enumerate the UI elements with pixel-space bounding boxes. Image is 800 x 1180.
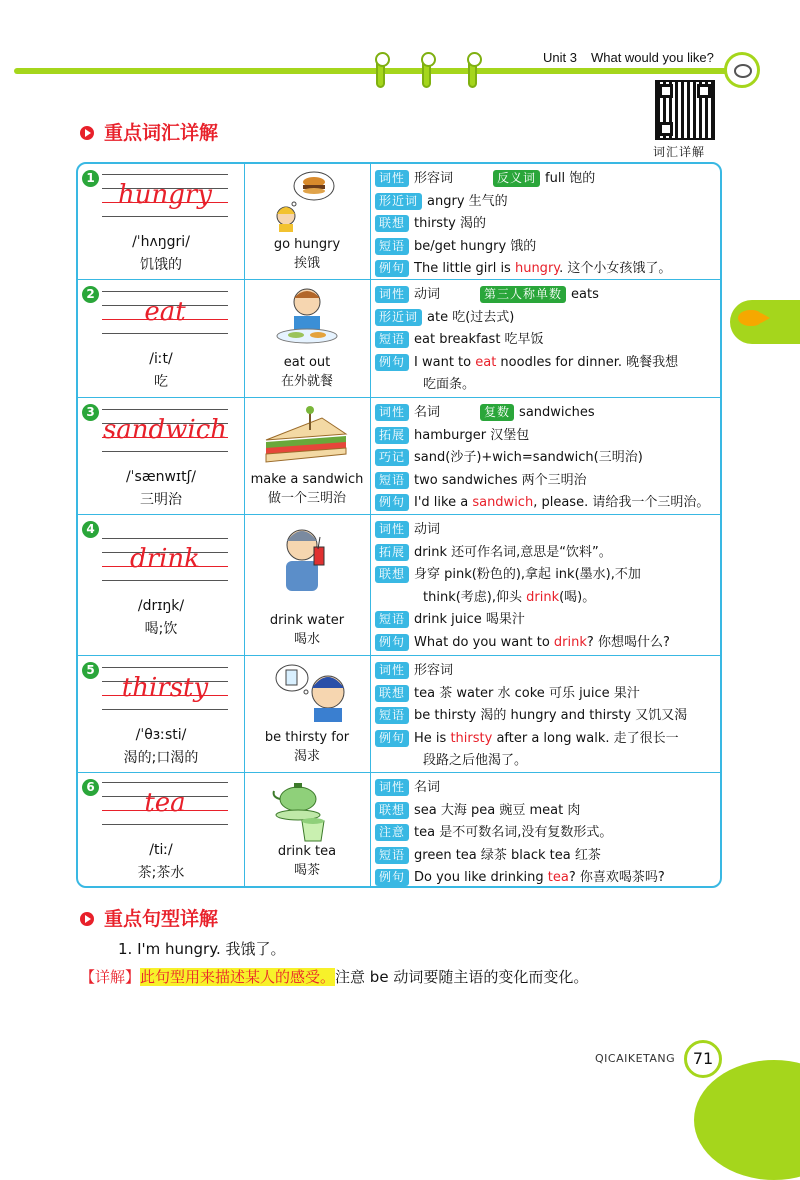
word-meaning: 饥饿的	[140, 257, 182, 273]
info-line	[375, 632, 716, 653]
headword: eat	[144, 297, 186, 327]
word-meaning: 茶;茶水	[137, 865, 185, 881]
label-tag: 词性	[375, 286, 409, 303]
info-line	[375, 447, 716, 468]
info-line	[375, 822, 716, 843]
info-text: (喝)。	[559, 589, 596, 605]
phrase-en: go hungry	[273, 237, 341, 252]
side-tab	[730, 300, 800, 344]
info-text: 形容词	[414, 171, 454, 186]
label-tag: 联想	[375, 215, 409, 232]
info-text: eats	[571, 287, 599, 302]
info-text: What do you want to	[414, 634, 554, 650]
info-text: sea 大海 pea 豌豆 meat 肉	[414, 802, 581, 818]
word-cell	[78, 164, 245, 279]
ring-icon	[422, 54, 431, 88]
info-line	[375, 470, 716, 491]
info-text: full 饱的	[545, 171, 596, 186]
highlight-word: drink	[526, 589, 560, 605]
play-icon	[80, 912, 94, 926]
word-meaning: 吃	[154, 374, 168, 390]
fish-icon	[738, 310, 762, 326]
vocab-row	[78, 515, 720, 656]
highlight-word: drink	[553, 634, 587, 650]
phrase-cn: 在外就餐	[280, 374, 333, 389]
info-line	[375, 236, 716, 257]
label-tag: 第三人称单数	[480, 286, 566, 303]
info-line	[375, 352, 716, 373]
label-tag: 词性	[375, 779, 409, 796]
explain-label: 【详解】	[80, 968, 141, 986]
headword: sandwich	[102, 415, 228, 445]
info-line	[375, 191, 716, 212]
illustration-icon	[272, 662, 352, 728]
highlight-word: sandwich	[472, 495, 534, 510]
info-text: 动词	[414, 522, 441, 537]
ring-icon	[468, 54, 477, 88]
qr-code-icon[interactable]	[655, 80, 715, 140]
info-line	[375, 683, 716, 704]
info-line	[375, 777, 716, 798]
phrase-cn: 喝茶	[293, 863, 320, 878]
info-line	[375, 542, 716, 563]
highlight-word: thirsty	[450, 730, 493, 746]
label-tag: 例句	[375, 634, 409, 651]
phrase-cn: 做一个三明治	[267, 491, 346, 506]
info-text: 名词	[414, 405, 441, 420]
page-number: 71	[684, 1040, 722, 1078]
label-tag: 短语	[375, 707, 409, 724]
headword: tea	[144, 788, 186, 818]
info-line	[375, 660, 716, 681]
info-text: two sandwiches 两个三明治	[414, 472, 587, 488]
label-tag: 短语	[375, 238, 409, 255]
word-meaning: 喝;饮	[144, 621, 178, 637]
info-cell	[371, 398, 720, 514]
item-number: 6	[82, 779, 99, 796]
info-line	[375, 705, 716, 726]
info-text: 吃面条。	[423, 377, 476, 392]
info-text: 段路之后他渴了。	[423, 753, 528, 768]
illustration-icon	[262, 404, 352, 470]
info-line	[375, 402, 716, 423]
footer-brand: QICAIKETANG	[595, 1052, 676, 1065]
vocab-row	[78, 164, 720, 280]
info-text: thirsty 渴的	[414, 216, 487, 231]
info-text: 身穿 pink(粉色的),拿起 ink(墨水),不加	[414, 567, 641, 582]
section-title-sentence: 重点句型详解	[80, 904, 218, 931]
section-title-vocab: 重点词汇详解	[80, 118, 218, 145]
label-tag: 联想	[375, 566, 409, 583]
headword: drink	[130, 544, 200, 574]
info-line	[375, 867, 716, 888]
phonetic: /ˈθɜːsti/	[135, 727, 187, 743]
info-text: drink juice 喝果汁	[414, 612, 525, 627]
phrase-en: drink tea	[277, 844, 337, 859]
vocab-table	[76, 162, 722, 888]
info-text: ? 你喜欢喝茶吗?	[568, 870, 665, 885]
info-line	[375, 425, 716, 446]
highlight-word: eat	[475, 354, 497, 370]
info-text: be/get hungry 饿的	[414, 238, 537, 254]
explain-highlight: 此句型用来描述某人的感受。	[140, 968, 336, 986]
phrase-cn: 喝水	[293, 632, 320, 647]
info-text: , please. 请给我一个三明治。	[533, 495, 710, 510]
label-tag: 短语	[375, 472, 409, 489]
sentence-explanation	[80, 966, 588, 987]
info-text: hamburger 汉堡包	[414, 427, 530, 443]
info-text: ate 吃(过去式)	[427, 309, 515, 325]
label-tag: 反义词	[493, 170, 540, 187]
word-cell	[78, 398, 245, 514]
vocab-row	[78, 280, 720, 398]
label-tag: 形近词	[375, 309, 422, 326]
unit-label: Unit 3	[543, 50, 577, 65]
highlight-word: hungry	[514, 261, 560, 276]
label-tag: 例句	[375, 354, 409, 371]
sentence-1: 1. I'm hungry. 我饿了。	[118, 940, 286, 958]
vocab-row	[78, 773, 720, 886]
word-meaning: 渴的;口渴的	[123, 750, 199, 766]
info-cell	[371, 773, 720, 886]
info-text: eat breakfast 吃早饭	[414, 332, 544, 347]
phonetic: /drɪŋk/	[137, 598, 185, 614]
ring-icon	[376, 54, 385, 88]
info-cell	[371, 515, 720, 655]
illustration-icon	[272, 521, 342, 605]
label-tag: 短语	[375, 611, 409, 628]
label-tag: 联想	[375, 685, 409, 702]
info-line	[375, 728, 716, 749]
info-text: tea 茶 water 水 coke 可乐 juice 果汁	[414, 685, 640, 701]
word-cell	[78, 773, 245, 886]
play-icon	[80, 126, 94, 140]
info-text: I want to	[414, 354, 476, 370]
info-line	[375, 258, 716, 279]
corner-decoration	[694, 1060, 800, 1180]
info-text: The little girl is	[414, 261, 515, 276]
label-tag: 联想	[375, 802, 409, 819]
illustration-icon	[272, 779, 342, 849]
info-text: 动词	[414, 287, 441, 302]
label-tag: 例句	[375, 730, 409, 747]
word-cell	[78, 515, 245, 655]
label-tag: 例句	[375, 260, 409, 277]
info-text: He is	[414, 730, 451, 746]
label-tag: 巧记	[375, 449, 409, 466]
phrase-en: make a sandwich	[250, 472, 364, 487]
phonetic: /tiː/	[149, 842, 173, 858]
phrase-en: be thirsty for	[264, 730, 350, 745]
vocab-row	[78, 398, 720, 515]
vocab-row	[78, 656, 720, 773]
label-tag: 例句	[375, 869, 409, 886]
word-cell	[78, 656, 245, 772]
info-text: green tea 绿茶 black tea 红茶	[414, 847, 601, 863]
picture-cell	[244, 398, 371, 514]
info-text: 名词	[414, 780, 441, 795]
info-line	[375, 168, 716, 189]
label-tag: 短语	[375, 847, 409, 864]
info-cell	[371, 164, 720, 279]
info-text: after a long walk. 走了很长一	[492, 730, 679, 746]
headword: thirsty	[121, 673, 209, 703]
label-tag: 例句	[375, 494, 409, 511]
picture-cell	[244, 656, 371, 772]
phrase-en: eat out	[283, 355, 331, 370]
info-line	[375, 519, 716, 540]
item-number: 5	[82, 662, 99, 679]
mascot-icon	[724, 52, 760, 88]
label-tag: 词性	[375, 170, 409, 187]
label-tag: 注意	[375, 824, 409, 841]
info-line	[375, 329, 716, 350]
info-text: 形容词	[414, 663, 454, 678]
word-meaning: 三明治	[140, 492, 182, 508]
info-line	[375, 800, 716, 821]
label-tag: 形近词	[375, 193, 422, 210]
label-tag: 拓展	[375, 427, 409, 444]
info-line	[423, 587, 716, 608]
info-line	[375, 609, 716, 630]
label-tag: 词性	[375, 662, 409, 679]
item-number: 1	[82, 170, 99, 187]
header-bar	[14, 68, 734, 74]
info-text: sandwiches	[519, 405, 595, 420]
info-text: think(考虑),仰头	[423, 589, 527, 605]
item-number: 3	[82, 404, 99, 421]
highlight-word: tea	[547, 870, 569, 885]
info-line	[375, 845, 716, 866]
phonetic: /iːt/	[149, 351, 173, 367]
illustration-icon	[272, 170, 342, 236]
info-line	[375, 284, 716, 305]
explain-rest: 注意 be 动词要随主语的变化而变化。	[335, 968, 589, 986]
qr-caption: 词汇详解	[653, 145, 706, 159]
info-text: I'd like a	[414, 495, 473, 510]
picture-cell	[244, 515, 371, 655]
info-cell	[371, 656, 720, 772]
label-tag: 短语	[375, 331, 409, 348]
unit-heading	[543, 50, 714, 65]
phrase-en: drink water	[269, 613, 345, 628]
unit-title: What would you like?	[590, 50, 714, 65]
label-tag: 词性	[375, 521, 409, 538]
phonetic: /ˈhʌŋgri/	[132, 234, 190, 250]
illustration-icon	[272, 286, 342, 352]
info-text: angry 生气的	[427, 193, 508, 209]
info-text: tea 是不可数名词,没有复数形式。	[414, 825, 613, 840]
phrase-cn: 挨饿	[293, 256, 320, 271]
word-cell	[78, 280, 245, 397]
info-text: . 这个小女孩饿了。	[559, 261, 672, 276]
info-text: be thirsty 渴的 hungry and thirsty 又饥又渴	[414, 708, 688, 723]
info-text: drink 还可作名词,意思是“饮料”。	[414, 544, 612, 560]
picture-cell	[244, 164, 371, 279]
info-line	[375, 213, 716, 234]
info-text: Do you like drinking	[414, 870, 548, 885]
label-tag: 拓展	[375, 544, 409, 561]
info-line	[375, 307, 716, 328]
picture-cell	[244, 280, 371, 397]
info-line	[423, 374, 716, 395]
info-line	[375, 492, 716, 513]
phonetic: /ˈsænwɪtʃ/	[125, 469, 197, 485]
label-tag: 词性	[375, 404, 409, 421]
item-number: 4	[82, 521, 99, 538]
info-text: ? 你想喝什么?	[586, 634, 670, 650]
info-line	[423, 750, 716, 771]
picture-cell	[244, 773, 371, 886]
info-line	[375, 564, 716, 585]
info-cell	[371, 280, 720, 397]
info-text: sand(沙子)+wich=sandwich(三明治)	[414, 450, 643, 465]
phrase-cn: 渴求	[293, 749, 320, 764]
info-text: noodles for dinner. 晚餐我想	[496, 354, 679, 370]
label-tag: 复数	[480, 404, 514, 421]
headword: hungry	[118, 180, 212, 210]
item-number: 2	[82, 286, 99, 303]
